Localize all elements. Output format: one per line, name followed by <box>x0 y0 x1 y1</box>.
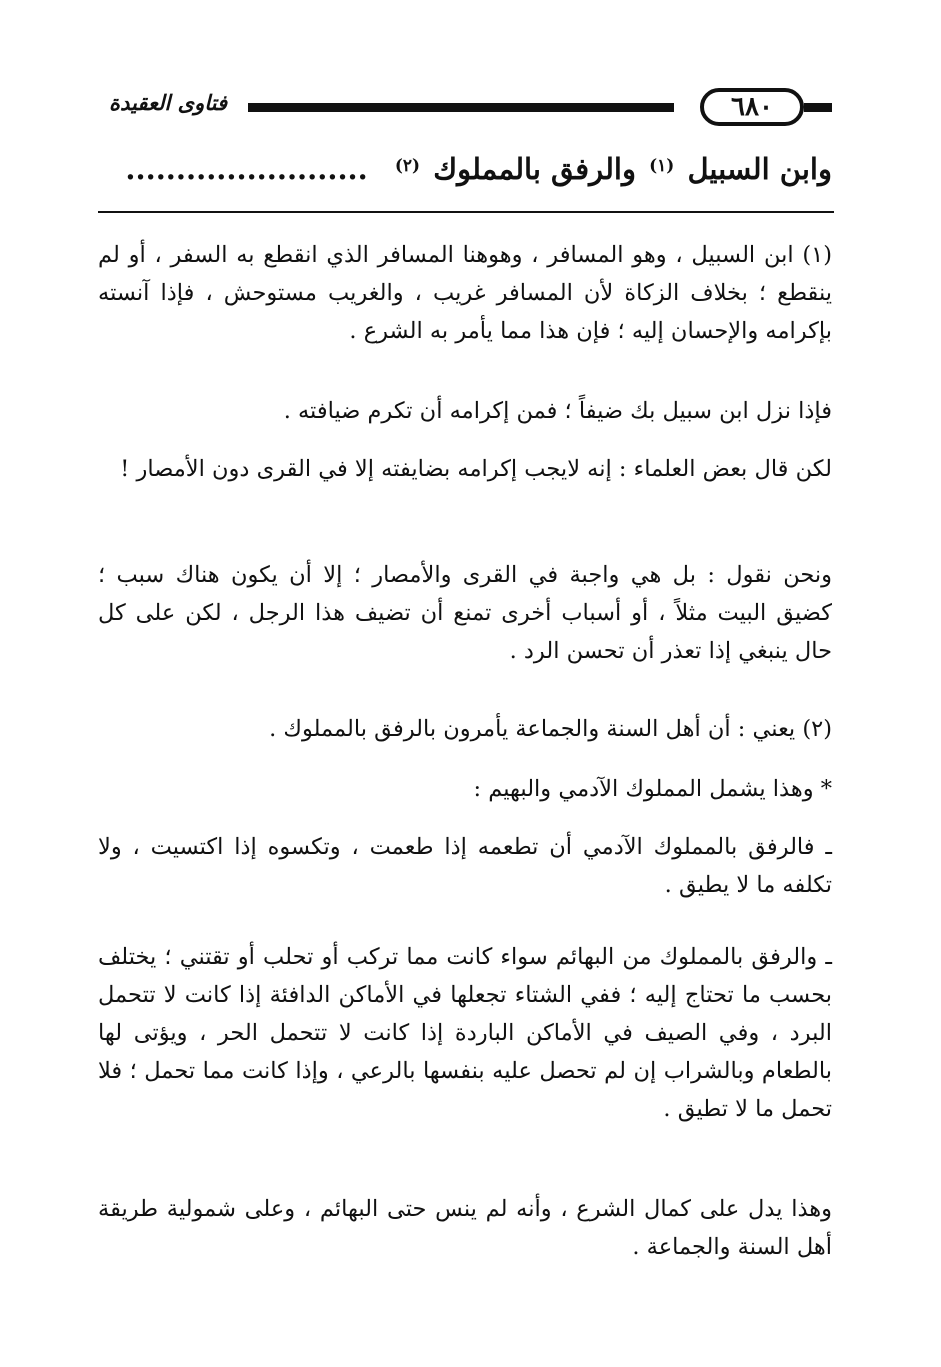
footnote-paragraph-3 <box>98 450 832 488</box>
footnote-paragraph-4 <box>98 556 832 670</box>
continuation-dots: ........................ <box>125 152 368 186</box>
footnote-paragraph-6 <box>98 770 832 808</box>
footnote-1-guest: فإذا نزل ابن سبيل بك ضيفاً ؛ فمن إكرامه أن تكرم ضيافته . <box>283 398 832 424</box>
running-header <box>90 88 832 128</box>
footnote-ref-1: (١) <box>649 156 675 176</box>
header-rule-right <box>804 103 832 112</box>
footnote-ref-2: (٢) <box>394 156 421 176</box>
footnote-paragraph-2 <box>98 392 832 430</box>
main-text-part-2: والرفق بالمملوك <box>433 152 636 186</box>
footnote-2-conclusion: وهذا يدل على كمال الشرع ، وأنه لم ينس حتى البهائم ، وعلى شمولية طريقة أهل السنة والجماعة . <box>98 1196 832 1260</box>
footnote-paragraph-7 <box>98 828 832 904</box>
footnote-2-animals: ـ والرفق بالمملوك من البهائم سواء كانت مما تركب أو تحلب أو تقتني ؛ يختلف بحسب ما تحتاج إليه ؛ ففي الشتاء تجعلها في الأماكن الدافئة إذا كانت لا تتحمل البرد ، وفي الصيف في الأماكن الباردة إذا كانت لا تتحمل الحر ، ويؤتى لها بالطعام وبالشراب إن لم تحصل عليه بنفسها بالرعي ، وإذا كانت مما تحمل ؛ فلا تحمل ما لا تطيق . <box>98 944 832 1122</box>
page-number: ٦٨٠ <box>700 88 804 126</box>
header-rule-left <box>248 103 674 112</box>
footnote-paragraph-8 <box>98 938 832 1128</box>
book-title: فتاوى العقيدة <box>108 90 227 115</box>
footnote-1-opinion: ونحن نقول : بل هي واجبة في القرى والأمصار ؛ إلا أن يكون هناك سبب ؛ كضيق البيت مثلاً ، أو أسباب أخرى تمنع أن تضيف هذا الرجل ، لكن على كل حال ينبغي إذا تعذر أن تحسن الرد . <box>98 562 832 664</box>
footnote-separator <box>98 211 834 213</box>
footnote-2-scope: * وهذا يشمل المملوك الآدمي والبهيم : <box>473 776 832 802</box>
footnote-2-human: ـ فالرفق بالمملوك الآدمي أن تطعمه إذا طعمت ، وتكسوه إذا اكتسيت ، ولا تكلفه ما لا يطيق . <box>98 834 832 898</box>
footnote-1-text: (١) ابن السبيل ، وهو المسافر ، وهوهنا المسافر الذي انقطع به السفر ، أو لم ينقطع ؛ بخلاف الزكاة لأن المسافر غريب ، والغريب مستوحش ، فإذا آنسته بإكرامه والإحسان إليه ؛ فإن هذا مما يأمر به الشرع . <box>98 242 832 344</box>
footnote-1-scholars: لكن قال بعض العلماء : إنه لايجب إكرامه بضايفته إلا في القرى دون الأمصار ! <box>120 456 832 482</box>
footnote-paragraph-1 <box>98 236 832 350</box>
footnote-2-text: (٢) يعني : أن أهل السنة والجماعة يأمرون بالرفق بالمملوك . <box>269 716 832 742</box>
main-text-part-1: وابن السبيل <box>687 152 832 186</box>
footnote-paragraph-5 <box>98 710 832 748</box>
footnote-paragraph-9 <box>98 1190 832 1266</box>
main-text-line <box>92 152 832 186</box>
